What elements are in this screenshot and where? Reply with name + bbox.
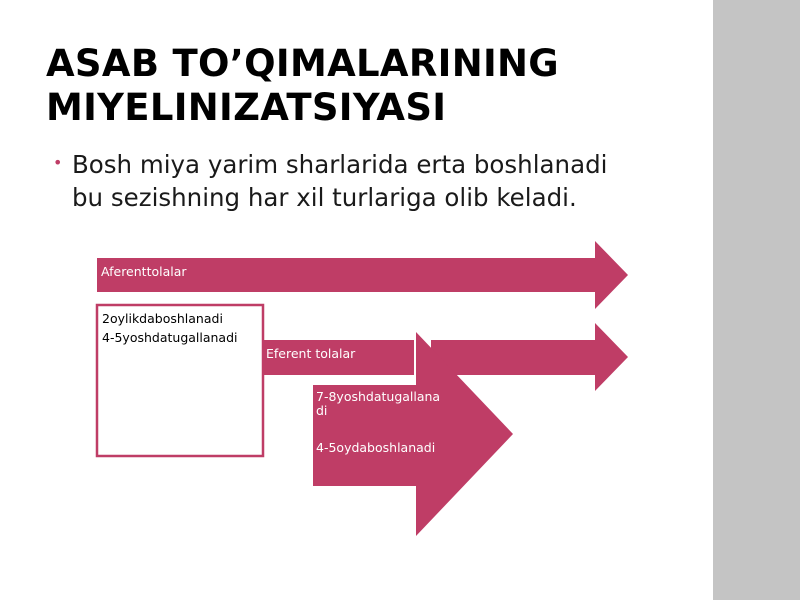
title-line-1: ASAB TO’QIMALARINING xyxy=(46,42,559,85)
bullet-dot-icon: • xyxy=(53,153,63,172)
efferent-text-1: 7-8yoshdatugallanadi xyxy=(316,389,441,418)
bullet-line-2: bu sezishning har xil turlariga olib keladi. xyxy=(72,183,577,212)
afferent-box-text xyxy=(102,309,238,347)
efferent-text-2: 4-5oydaboshlanadi xyxy=(316,440,436,455)
afferent-box-line-1: 2oylikdaboshlanadi xyxy=(102,311,223,326)
title-line-2: MIYELINIZATSIYASI xyxy=(46,86,447,129)
efferent-label: Eferent tolalar xyxy=(266,346,356,361)
bullet-line-1: Bosh miya yarim sharlarida erta boshlanadi xyxy=(72,150,608,179)
afferent-box-line-2: 4-5yoshdatugallanadi xyxy=(102,330,238,345)
afferent-label: Aferenttolalar xyxy=(101,264,187,279)
